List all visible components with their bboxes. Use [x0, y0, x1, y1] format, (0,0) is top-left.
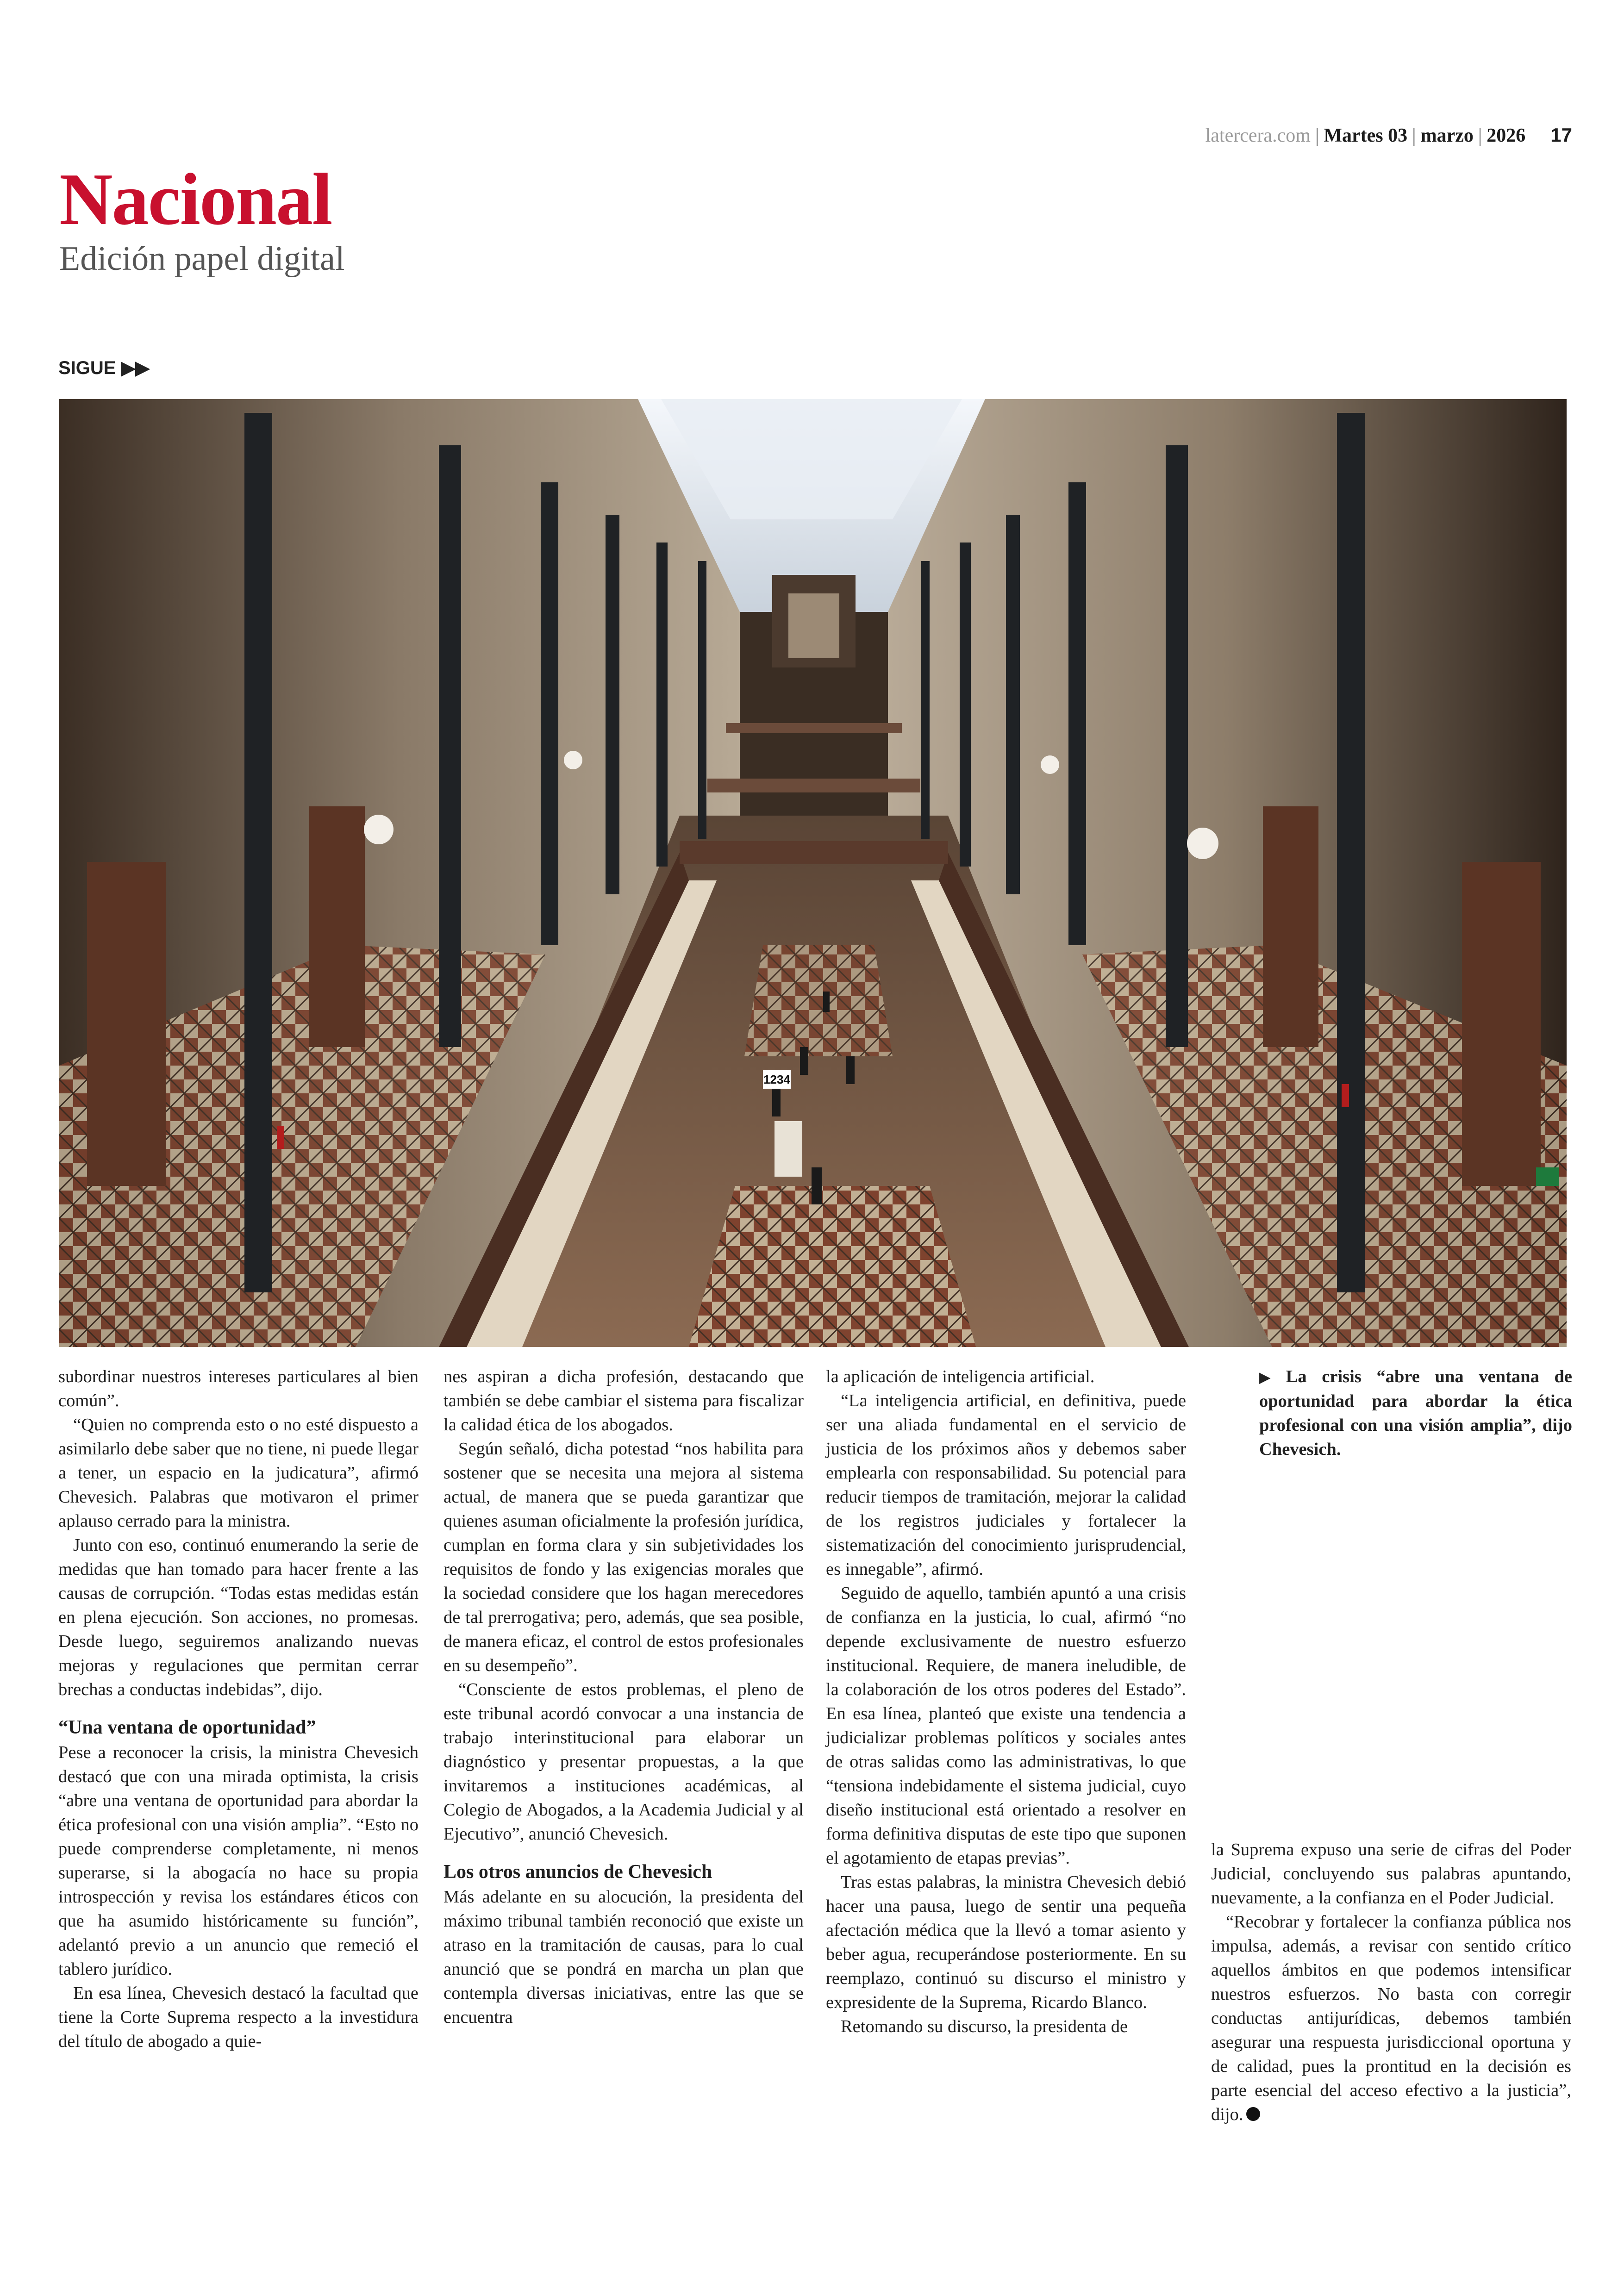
continue-label: SIGUE ▶▶	[58, 358, 150, 378]
article-column-3	[826, 1365, 1186, 2039]
issue-month: marzo	[1420, 125, 1474, 146]
caption-arrow-icon: ▶	[1259, 1368, 1281, 1386]
page-number: 17	[1550, 124, 1572, 146]
subheading: “Una ventana de oportunidad”	[58, 1717, 316, 1738]
photo-signage-number: 1234	[763, 1073, 790, 1086]
paragraph: la aplicación de inteligencia artificial.	[826, 1367, 1095, 1386]
article-photo	[59, 399, 1567, 1347]
paragraph: Seguido de aquello, también apuntó a una crisis de confianza en la justicia, lo cual, afirmó “no depende exclusivamente de nuestro esfuerzo institucional. Requiere, de manera ineludible, de la colaboración de los otros poderes del Estado”. En esa línea, planteó que existe una tendencia a judicializar problemas políticos y sociales antes de otras salidas como las administrativas, lo que “tensiona indebidamente el sistema judicial, cuyo diseño institucional está orientado a resolver en forma definitiva disputas de este tipo que suponen el agotamiento de etapas previas”.	[826, 1584, 1186, 1868]
photo-caption	[1259, 1365, 1572, 1461]
paragraph: Pese a reconocer la crisis, la ministra Chevesich destacó que con una mirada optimista, la crisis “abre una ventana de oportunidad para abordar la ética profesional con una visión amplia”. “Esto no puede comprenderse completamente, ni menos superarse, si la abogacía no hace su propia introspección y revisa los estándares éticos con que ha asumido históricamente su función”, adelantó previo a un anuncio que remeció el tablero jurídico.	[58, 1743, 418, 1979]
site-name[interactable]: latercera.com	[1205, 125, 1311, 146]
subheading: Los otros anuncios de Chevesich	[443, 1861, 712, 1883]
paragraph: Tras estas palabras, la ministra Chevesich debió hacer una pausa, luego de sentir una pequeña afectación médica que la llevó a tomar asiento y beber agua, recuperándose posteriormente. En su reemplazo, continuó su discurso el ministro y expresidente de la Suprema, Ricardo Blanco.	[826, 1872, 1186, 2012]
section-subtitle: Edición papel digital	[59, 240, 345, 278]
article-column-1	[58, 1365, 418, 2053]
issue-year: 2026	[1487, 125, 1526, 146]
paragraph: “Quien no comprenda esto o no esté dispuesto a asimilarlo debe saber que no tiene, ni puede llegar a tener, un espacio en la judicatura”, afirmó Chevesich. Palabras que motivaron el primer aplauso cerrado para la ministra.	[58, 1415, 418, 1531]
article-column-2	[443, 1365, 804, 2029]
article-column-4	[1211, 1838, 1571, 2127]
issue-weekday-day: Martes 03	[1324, 125, 1408, 146]
paragraph: subordinar nuestros intereses particulares al bien común”.	[58, 1367, 418, 1410]
section-title: Nacional	[59, 158, 332, 240]
paragraph: Junto con eso, continuó enumerando la serie de medidas que han tomado para hacer frente a las causas de corrupción. “Todas estas medidas están en plena ejecución. Son acciones, no promesas. Desde luego, seguiremos analizando nuevas mejoras y regulaciones que permitan cerrar brechas a conductas indebidas”, dijo.	[58, 1535, 418, 1699]
paragraph: Según señaló, dicha potestad “nos habilita para sostener que se necesita una mejora al sistema actual, de manera que se pueda garantizar que quienes asuman oficialmente la profesión jurídica, cumplan en forma clara y sin subjetividades los requisitos de fondo y las exigencias morales que la sociedad considere que los hagan merecedores de tal prerrogativa; pero, además, que sea posible, de manera eficaz, el control de estos profesionales en su desempeño”.	[443, 1439, 804, 1675]
paragraph: Más adelante en su alocución, la presidenta del máximo tribunal también reconoció que existe un atraso en la tramitación de causas, para lo cual anunció que se pondrá en marcha un plan que contempla diversas iniciativas, entre las que se encuentra	[443, 1887, 804, 2027]
paragraph	[1211, 1910, 1571, 2127]
paragraph-text: “Recobrar y fortalecer la confianza pública nos impulsa, además, a revisar con sentido crítico aquellos ámbitos en que podemos intensificar nuestros esfuerzos. No basta con corregir conductas antijurídicas, debemos también asegurar una respuesta jurisdiccional oportuna y de calidad, pues la prontitud en la decisión es parte esencial del acceso efectivo a la justicia”, dijo.	[1211, 1912, 1571, 2124]
page-folio: latercera.com | Martes 03 | marzo | 2026 17	[1205, 124, 1572, 146]
end-mark-icon	[1246, 2107, 1260, 2121]
paragraph: nes aspiran a dicha profesión, destacando que también se debe cambiar el sistema para fiscalizar la calidad ética de los abogados.	[443, 1367, 804, 1434]
paragraph: la Suprema expuso una serie de cifras del Poder Judicial, concluyendo sus palabras apuntando, nuevamente, a la confianza en el Poder Judicial.	[1211, 1840, 1571, 1908]
paragraph: “La inteligencia artificial, en definitiva, puede ser una aliada fundamental en el servicio de justicia de los próximos años y debemos saber emplearla con responsabilidad. Su potencial para reducir tiempos de tramitación, mejorar la calidad de los registros judiciales y fortalecer la sistematización del conocimiento jurisprudencial, es innegable”, afirmó.	[826, 1391, 1186, 1579]
photo-icon	[59, 399, 1567, 1347]
paragraph: En esa línea, Chevesich destacó la facultad que tiene la Corte Suprema respecto a la investidura del título de abogado a quie-	[58, 1983, 418, 2051]
caption-text: La crisis “abre una ventana de oportunidad para abordar la ética profesional con una visión amplia”, dijo Chevesich.	[1259, 1367, 1572, 1459]
paragraph: Retomando su discurso, la presidenta de	[841, 2017, 1128, 2036]
paragraph: “Consciente de estos problemas, el pleno de este tribunal acordó convocar a una instancia de trabajo interinstitucional para elaborar un diagnóstico y presentar propuestas, a la que invitaremos a instituciones académicas, al Colegio de Abogados, a la Academia Judicial y al Ejecutivo”, anunció Chevesich.	[443, 1680, 804, 1844]
